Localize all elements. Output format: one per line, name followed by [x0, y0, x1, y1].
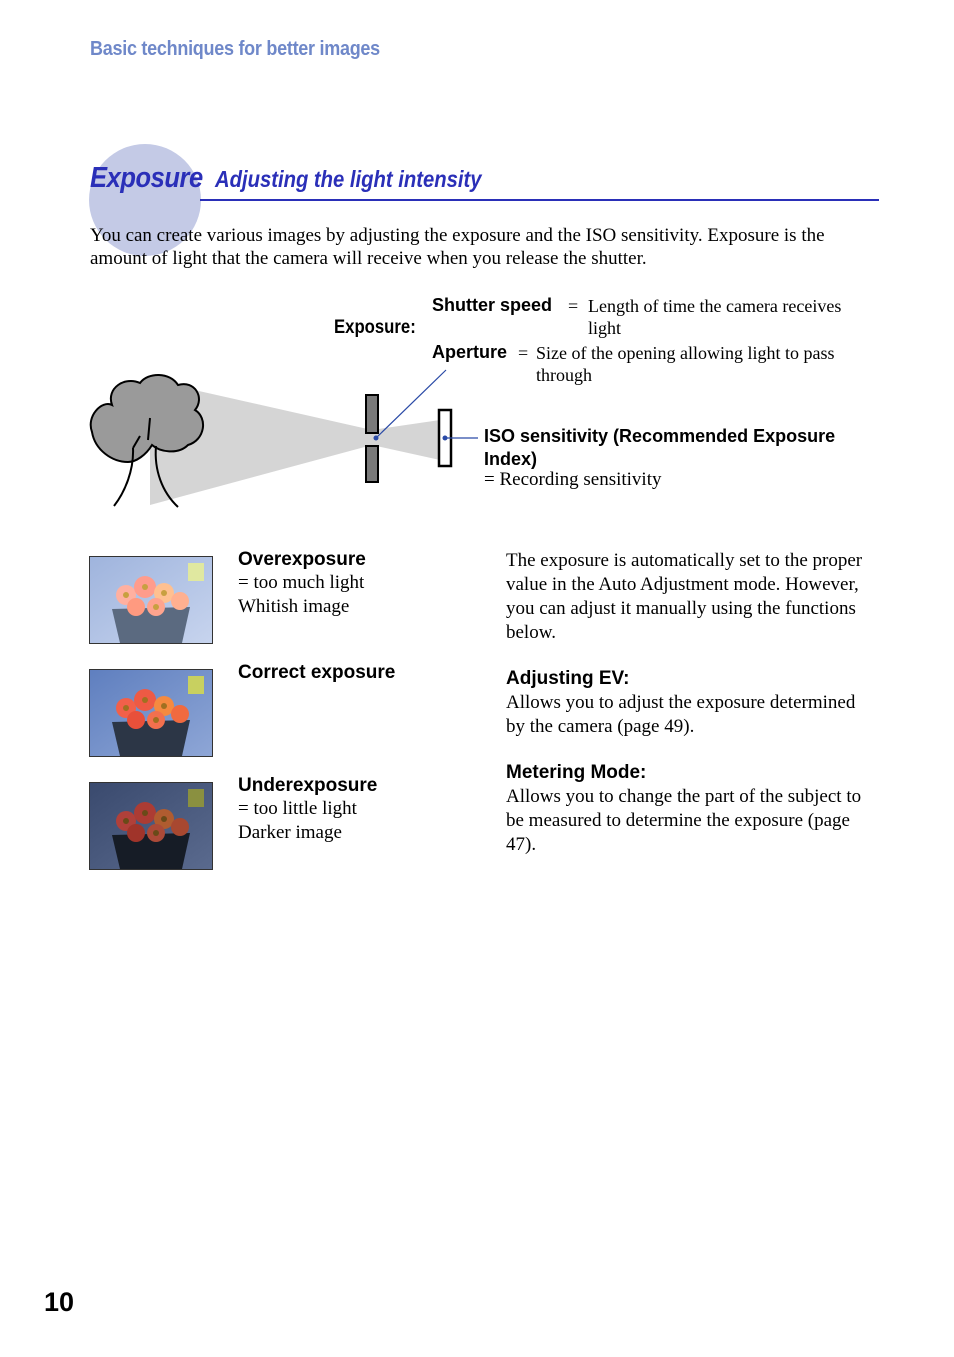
iso-leader-dot — [443, 436, 448, 441]
ev-text: Allows you to adjust the exposure determined by the camera (page 49). — [506, 692, 856, 737]
shutter-speed-term: Shutter speed — [432, 295, 553, 315]
section-subtitle: Adjusting the light intensity — [215, 166, 482, 192]
caption-overexposure — [238, 549, 366, 619]
light-beam-right — [372, 420, 440, 460]
shutter-speed-eq: = — [568, 296, 579, 316]
page-number: 10 — [44, 1287, 75, 1317]
aperture-bottom-blade — [366, 446, 378, 482]
section-title: Exposure — [90, 162, 203, 194]
caption-line: = too little light — [238, 798, 357, 819]
right-column — [506, 549, 866, 857]
aperture-def: Size of the opening allowing light to pass through — [536, 343, 835, 385]
caption-correct-exposure — [238, 662, 395, 684]
aperture-eq: = — [518, 343, 529, 363]
right-intro: The exposure is automatically set to the proper value in the Auto Adjustment mode. However, you can adjust it manually using the functions below. — [506, 550, 863, 643]
caption-line: Whitish image — [238, 596, 350, 617]
caption-title: Underexposure — [238, 775, 378, 796]
photo-underexposure — [89, 782, 213, 870]
caption-title: Overexposure — [238, 549, 366, 570]
iso-term: ISO sensitivity (Recommended Exposure Index) — [484, 426, 836, 469]
aperture-top-blade — [366, 395, 378, 433]
caption-title: Correct exposure — [238, 662, 396, 683]
photo-correct-exposure — [89, 669, 213, 757]
shutter-speed-def: Length of time the camera receives light — [588, 296, 842, 338]
caption-line: = too much light — [238, 572, 365, 593]
aperture-leader-dot — [374, 436, 379, 441]
metering-heading: Metering Mode: — [506, 762, 647, 783]
caption-line: Darker image — [238, 822, 342, 843]
caption-underexposure — [238, 775, 377, 845]
photo-overexposure — [89, 556, 213, 644]
running-header: Basic techniques for better images — [90, 38, 380, 60]
intro-paragraph: You can create various images by adjusting the exposure and the ISO sensitivity. Exposure is the amount of light that the camera will receive when you release the shutter. — [90, 225, 825, 269]
aperture-term: Aperture — [432, 342, 508, 362]
exposure-label: Exposure: — [334, 317, 416, 338]
iso-def: = Recording sensitivity — [484, 469, 662, 490]
metering-text: Allows you to change the part of the subject to be measured to determine the exposure (page 47). — [506, 786, 862, 855]
ev-heading: Adjusting EV: — [506, 668, 630, 689]
